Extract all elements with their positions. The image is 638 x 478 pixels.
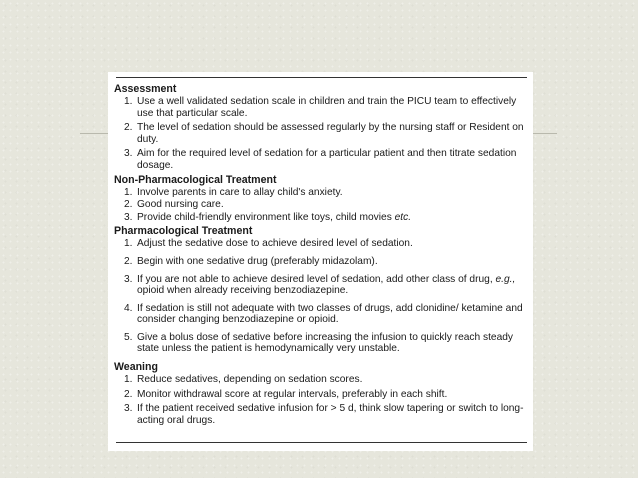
list-item: 3. If you are not able to achieve desired level of sedation, add other class of drug, e.g., opioid when already receiving benzodiazepine. — [124, 273, 516, 297]
section-heading: Non-Pharmacological Treatment — [114, 173, 277, 186]
list-item: 1. Use a well validated sedation scale in children and train the PICU team to effectively use that particular scale. — [124, 96, 517, 119]
document-content — [114, 83, 527, 429]
slide-divider-right — [533, 133, 557, 134]
section-heading: Weaning — [114, 361, 158, 374]
list-item: 2. Monitor withdrawal score at regular intervals, preferably in each shift. — [124, 388, 448, 400]
document-image — [108, 72, 533, 451]
list-item: 1. Involve parents in care to allay child's anxiety. — [124, 186, 343, 198]
section-list — [114, 96, 527, 171]
section-heading: Pharmacological Treatment — [114, 225, 253, 238]
list-item: 3. Aim for the required level of sedation for a particular patient and then titrate sedation dosage. — [124, 147, 517, 171]
section-heading: Assessment — [114, 83, 177, 95]
bottom-rule — [116, 442, 527, 443]
section-assessment — [114, 83, 527, 171]
list-item: 4. If sedation is still not adequate with two classes of drugs, add clonidine/ ketamine and consider changing benzodiazepine or opioid. — [124, 302, 523, 326]
slide-divider-left — [80, 133, 110, 134]
list-item: 2. Begin with one sedative drug (preferably midazolam). — [124, 255, 378, 267]
section-non-pharmacological — [114, 174, 527, 223]
top-rule — [116, 77, 527, 78]
list-item: 3. Provide child-friendly environment like toys, child movies etc. — [124, 211, 412, 223]
section-list — [114, 238, 527, 355]
list-item: 1. Adjust the sedative dose to achieve desired level of sedation. — [124, 238, 413, 250]
list-item: 3. If the patient received sedative infusion for > 5 d, think slow tapering or switch to long-acting oral drugs. — [124, 403, 524, 426]
section-list — [114, 187, 527, 223]
section-list — [114, 374, 527, 426]
section-weaning — [114, 361, 527, 426]
list-item: 5. Give a bolus dose of sedative before increasing the infusion to quickly reach steady state unless the patient is hemodynamically very unstable. — [124, 331, 514, 355]
list-item: 2. Good nursing care. — [124, 199, 224, 211]
section-pharmacological — [114, 225, 527, 355]
list-item: 1. Reduce sedatives, depending on sedation scores. — [124, 374, 363, 386]
list-item: 2. The level of sedation should be assessed regularly by the nursing staff or Resident on duty. — [124, 121, 524, 145]
